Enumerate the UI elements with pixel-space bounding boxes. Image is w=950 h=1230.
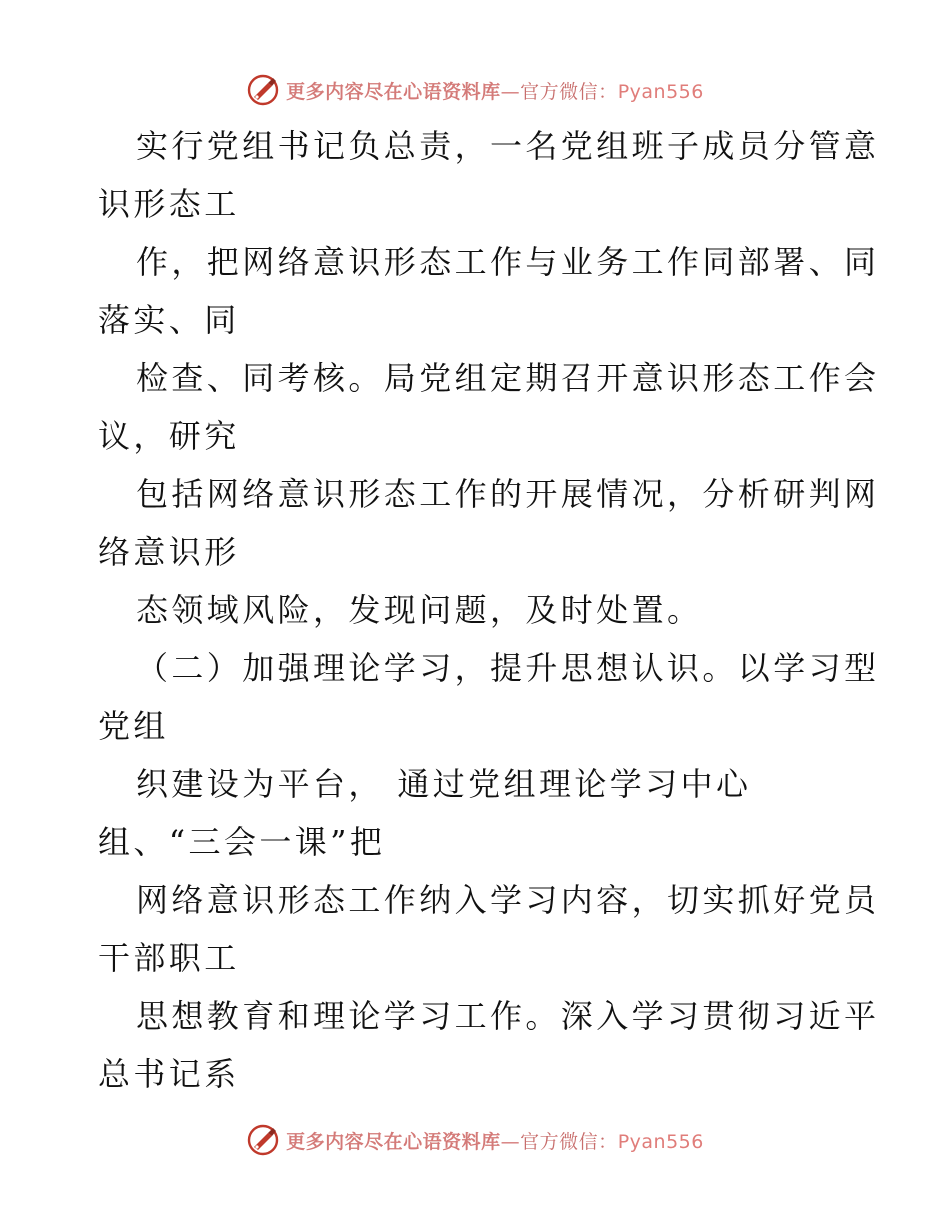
text-line: 组、“三会一课”把 [98,823,386,861]
text-line: 党组 [98,707,169,745]
text-line: 思想教育和理论学习工作。深入学习贯彻习近平 [136,997,880,1035]
pen-logo-icon [246,73,280,107]
watermark-main: 更多内容尽在心语资料库 [286,1130,501,1153]
text-line: 总书记系 [98,1055,240,1093]
watermark-sub: 官方微信： [520,80,618,103]
text-line: 作，把网络意识形态工作与业务工作同部署、同 [136,243,880,281]
text-line: 织建设为平台， 通过党组理论学习中心 [136,765,752,803]
watermark-text [286,77,704,104]
text-line: 议，研究 [98,417,240,455]
text-line: 络意识形 [98,533,240,571]
watermark-dash: — [500,1130,521,1153]
header-watermark [0,72,950,108]
text-line: 态领域风险，发现问题，及时处置。 [136,591,703,629]
watermark-id: Pyan556 [617,1130,704,1153]
watermark-dash: — [500,80,521,103]
watermark-main: 更多内容尽在心语资料库 [286,80,501,103]
footer-watermark [0,1122,950,1158]
pen-logo-icon [246,1123,280,1157]
text-line: 识形态工 [98,185,240,223]
text-line: 落实、同 [98,301,240,339]
text-line: 检查、同考核。局党组定期召开意识形态工作会 [136,359,880,397]
watermark-id: Pyan556 [617,80,704,103]
text-line: 实行党组书记负总责，一名党组班子成员分管意 [136,127,880,165]
text-line: 包括网络意识形态工作的开展情况，分析研判网 [136,475,880,513]
text-line: 干部职工 [98,939,240,977]
text-line: 网络意识形态工作纳入学习内容，切实抓好党员 [136,881,880,919]
watermark-text [286,1127,704,1154]
text-line: （二）加强理论学习，提升思想认识。以学习型 [136,649,880,687]
watermark-sub: 官方微信： [520,1130,618,1153]
